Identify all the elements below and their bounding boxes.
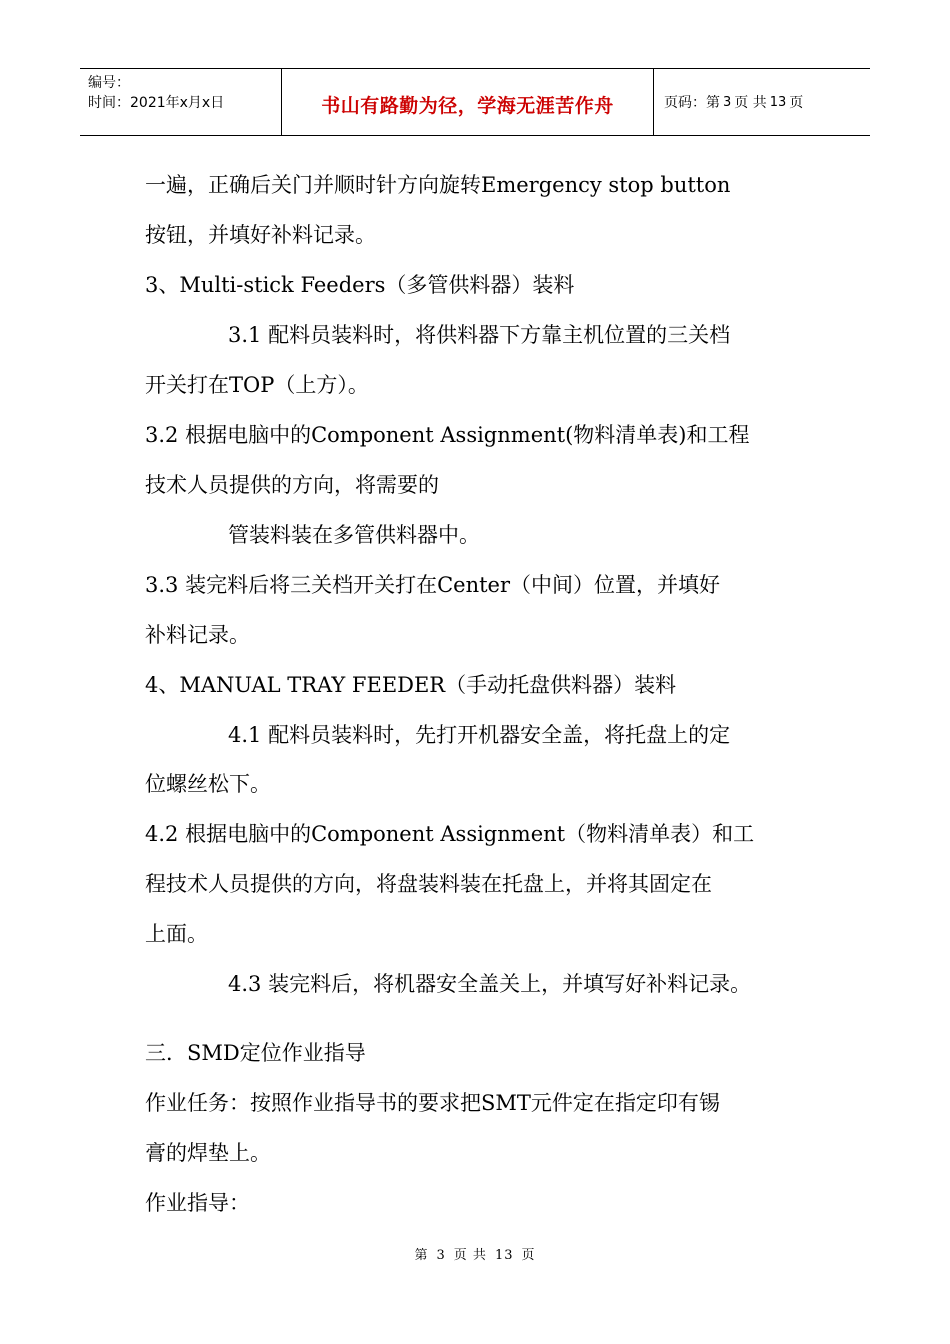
text-line: 膏的焊垫上。 [145,1141,271,1165]
page-header [80,68,870,136]
text-line: 作业任务：按照作业指导书的要求把SMT元件定在指定印有锡 [145,1091,720,1115]
header-motto: 书山有路勤为径，学海无涯苦作舟 [321,94,614,117]
text-line: 上面。 [145,922,208,946]
page-prefix: 页码：第 [664,95,720,111]
footer-current: 3 [436,1248,446,1263]
text-line: 4.2 根据电脑中的Component Assignment（物料清单表）和工 [145,822,755,846]
header-page-info [654,69,870,135]
text-line: 3.3 装完料后将三关档开关打在Center（中间）位置，并填好 [145,573,720,597]
header-meta [80,69,282,135]
page-total: 13 [769,94,787,110]
header-motto-cell [282,69,654,135]
text-line: 作业指导： [145,1191,250,1215]
footer-prefix: 第 [414,1248,429,1263]
doc-number-label: 编号： [88,75,130,91]
page-mid: 页 共 [734,95,767,111]
section-heading: 3、Multi-stick Feeders（多管供料器）装料 [145,273,575,297]
footer-suffix: 页 [521,1248,536,1263]
text-line: 管装料装在多管供料器中。 [228,523,480,547]
text-line: 开关打在TOP（上方）。 [145,373,369,397]
section-heading: 三．SMD定位作业指导 [145,1041,366,1065]
page-footer [0,1244,950,1263]
page-current: 3 [723,94,732,110]
text-line: 按钮，并填好补料记录。 [145,223,376,247]
text-line: 补料记录。 [145,623,250,647]
text-line: 3.2 根据电脑中的Component Assignment(物料清单表)和工程 [145,423,750,447]
text-line: 4.1 配料员装料时，先打开机器安全盖，将托盘上的定 [228,723,731,747]
text-line: 一遍，正确后关门并顺时针方向旋转Emergency stop button [145,173,731,197]
section-heading: 4、MANUAL TRAY FEEDER（手动托盘供料器）装料 [145,673,677,697]
page-suffix: 页 [789,95,804,111]
footer-mid: 页 共 [453,1248,487,1263]
footer-total: 13 [494,1248,514,1263]
text-line: 程技术人员提供的方向，将盘装料装在托盘上，并将其固定在 [145,872,712,896]
text-line: 位螺丝松下。 [145,772,271,796]
doc-date-label: 时间：2021年x月x日 [88,95,225,111]
text-line: 技术人员提供的方向，将需要的 [145,473,439,497]
text-line: 3.1 配料员装料时，将供料器下方靠主机位置的三关档 [228,323,731,347]
text-line: 4.3 装完料后，将机器安全盖关上，并填写好补料记录。 [228,972,752,996]
